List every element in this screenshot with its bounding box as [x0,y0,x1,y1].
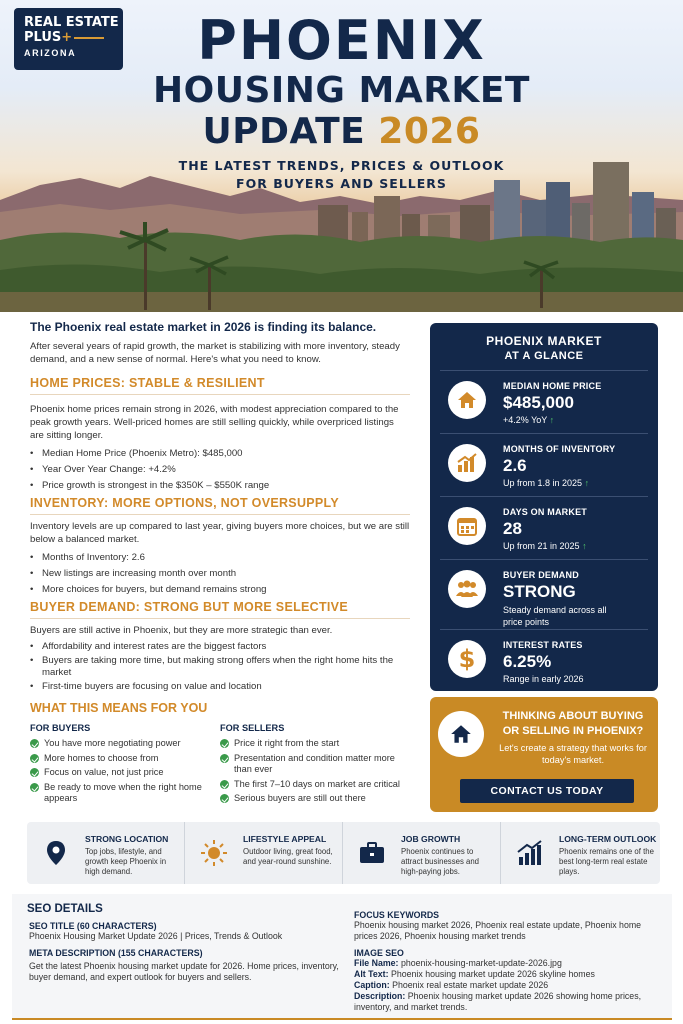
seo-left-column [29,921,349,983]
demand-bullet-list [30,641,410,693]
stat-value: STRONG [503,582,576,601]
section-heading-demand: BUYER DEMAND: STRONG BUT MORE SELECTIVE [30,600,410,619]
list-item: Focus on value, not just price [30,767,220,779]
seo-title-label: SEO TITLE (60 CHARACTERS) [29,921,157,931]
section-heading-prices: HOME PRICES: STABLE & RESILIENT [30,376,410,395]
stat-note: +4.2% YoY ↑ [503,415,555,425]
feature-title: JOB GROWTH [401,834,461,844]
meta-description-value: Get the latest Phoenix housing market update for 2026. Home prices, inventory, buyer demand, and expert outlook for buyers and sellers. [29,961,339,982]
list-item: • Price growth is strongest in the $350K – $550K range [30,480,410,492]
hero-subtitle-line1: THE LATEST TRENDS, PRICES & OUTLOOK [178,158,505,173]
image-seo-label: IMAGE SEO [354,948,404,958]
article-body [30,320,410,808]
buyers-heading: FOR BUYERS [30,723,91,733]
feature-text: Phoenix continues to attract businesses and high-paying jobs. [401,847,480,876]
stat-note: Up from 1.8 in 2025 ↑ [503,478,590,488]
stat-value: 28 [503,519,522,538]
focus-keywords-value: Phoenix housing market 2026, Phoenix real estate update, Phoenix home prices 2026, Phoenix housing market trends [354,920,642,941]
means-heading: WHAT THIS MEANS FOR YOU [30,701,208,715]
stat-buyer-demand [440,559,648,625]
prices-bullet-list [30,448,410,492]
intro-text: After several years of rapid growth, the market is stabilizing with more inventory, steady demand, and a new sense of normal. Here's what you need to know. [30,341,400,365]
feature-title: STRONG LOCATION [85,834,169,844]
stat-note: Up from 21 in 2025 ↑ [503,541,587,551]
inventory-bullet-list [30,552,410,596]
feature-text: Outdoor living, great food, and year-round sunshine. [243,847,333,866]
hero-title-line3: UPDATE 2026 [202,111,481,152]
cta-heading: THINKING ABOUT BUYING OR SELLING IN PHOENIX? [502,710,644,737]
sellers-column [220,723,410,808]
calendar-icon [448,507,486,545]
sun-icon [199,838,229,868]
arrow-up-icon: ↑ [584,478,590,488]
section-text-inventory: Inventory levels are up compared to last year, giving buyers more choices, but we are still below a balanced market. [30,521,410,545]
contact-us-button[interactable]: CONTACT US TODAY [460,779,634,803]
feature-strong-location [27,822,185,884]
feature-title: LIFESTYLE APPEAL [243,834,327,844]
stat-days-on-market [440,496,648,562]
image-file-name: File Name: phoenix-housing-market-update-2026.jpg [354,958,562,968]
glance-heading: PHOENIX MARKET [486,334,602,348]
stat-label: MEDIAN HOME PRICE [503,381,602,391]
hero-year: 2026 [378,111,481,152]
hero-title-line1: PHOENIX [197,9,486,72]
list-item: • First-time buyers are focusing on value and location [30,681,410,693]
list-item: • Buyers are taking more time, but making strong offers when the right home hits the market [30,655,410,679]
hero-title-line2: HOUSING MARKET [153,70,530,111]
house-icon [438,711,484,757]
list-item: You have more negotiating power [30,738,220,750]
sellers-heading: FOR SELLERS [220,723,285,733]
section-text-demand: Buyers are still active in Phoenix, but they are more strategic than ever. [30,625,333,636]
dollar-icon: $ [448,640,486,678]
section-heading-inventory: INVENTORY: MORE OPTIONS, NOT OVERSUPPLY [30,496,410,515]
features-strip [27,822,660,884]
glance-subheading: AT A GLANCE [504,350,584,362]
logo-line3: ARIZONA [24,48,77,58]
bar-chart-icon [448,444,486,482]
stat-label: MONTHS OF INVENTORY [503,444,616,454]
section-text-prices: Phoenix home prices remain strong in 2026, with modest appreciation compared to the peak growth years. Well-priced homes are still selling quickly, while overpriced listings are sitting longer. [30,404,399,441]
stat-note: Steady demand across all price points [503,605,607,627]
hero-banner [0,0,683,312]
stat-label: DAYS ON MARKET [503,507,587,517]
stat-interest-rates [440,629,648,689]
arrow-up-icon: ↑ [549,415,555,425]
buyers-column [30,723,220,808]
stat-median-price [440,370,648,436]
list-item: The first 7–10 days on market are critical [220,779,410,791]
feature-title: LONG-TERM OUTLOOK [559,834,657,844]
feature-text: Phoenix remains one of the best long-term real estate plays. [559,847,654,876]
stat-note: Range in early 2026 [503,674,584,684]
image-description: Description: Phoenix housing market update 2026 showing home prices, inventory, and market trends. [354,991,642,1012]
list-item: • Median Home Price (Phoenix Metro): $485,000 [30,448,410,460]
stat-label: INTEREST RATES [503,640,583,650]
list-item: • More choices for buyers, but demand remains strong [30,584,410,596]
list-item: • Months of Inventory: 2.6 [30,552,410,564]
means-columns [30,723,410,808]
seo-details-section [12,894,672,1020]
hero-subtitle-line2: FOR BUYERS AND SELLERS [236,176,447,191]
image-alt-text: Alt Text: Phoenix housing market update 2026 skyline homes [354,969,595,979]
cta-text: Let's create a strategy that works for today's market. [499,743,647,765]
list-item: Be ready to move when the right home appears [30,782,220,805]
briefcase-icon [357,838,387,868]
list-item: • Affordability and interest rates are the biggest factors [30,641,410,653]
arrow-up-icon: ↑ [582,541,587,551]
stat-label: BUYER DEMAND [503,570,579,580]
logo-line1: REAL ESTATE [24,15,119,30]
stat-value: $485,000 [503,393,574,412]
house-icon [448,381,486,419]
stat-value: 2.6 [503,456,527,475]
seo-title-value: Phoenix Housing Market Update 2026 | Prices, Trends & Outlook [29,931,283,941]
feature-text: Top jobs, lifestyle, and growth keep Phoenix in high demand. [85,847,167,876]
seo-right-column [354,910,664,1013]
stat-value: 6.25% [503,652,552,671]
logo-line2: PLUS+ [24,30,123,46]
list-item: Serious buyers are still out there [220,793,410,805]
list-item: Presentation and condition matter more than ever [220,753,410,776]
feature-long-term-outlook [501,822,659,884]
intro-heading: The Phoenix real estate market in 2026 is finding its balance. [30,320,377,334]
feature-job-growth [343,822,501,884]
people-icon [448,570,486,608]
list-item: Price it right from the start [220,738,410,750]
focus-keywords-label: FOCUS KEYWORDS [354,910,440,920]
growth-chart-icon [515,838,545,868]
list-item: • New listings are increasing month over month [30,568,410,580]
location-pin-icon [41,838,71,868]
meta-description-label: META DESCRIPTION (155 CHARACTERS) [29,948,203,958]
list-item: • Year Over Year Change: +4.2% [30,464,410,476]
market-at-a-glance-panel [430,323,658,691]
list-item: More homes to choose from [30,753,220,765]
seo-heading: SEO DETAILS [27,903,103,915]
stat-months-inventory [440,433,648,499]
feature-lifestyle-appeal [185,822,343,884]
contact-cta-box [430,697,658,812]
image-caption: Caption: Phoenix real estate market update 2026 [354,980,549,990]
